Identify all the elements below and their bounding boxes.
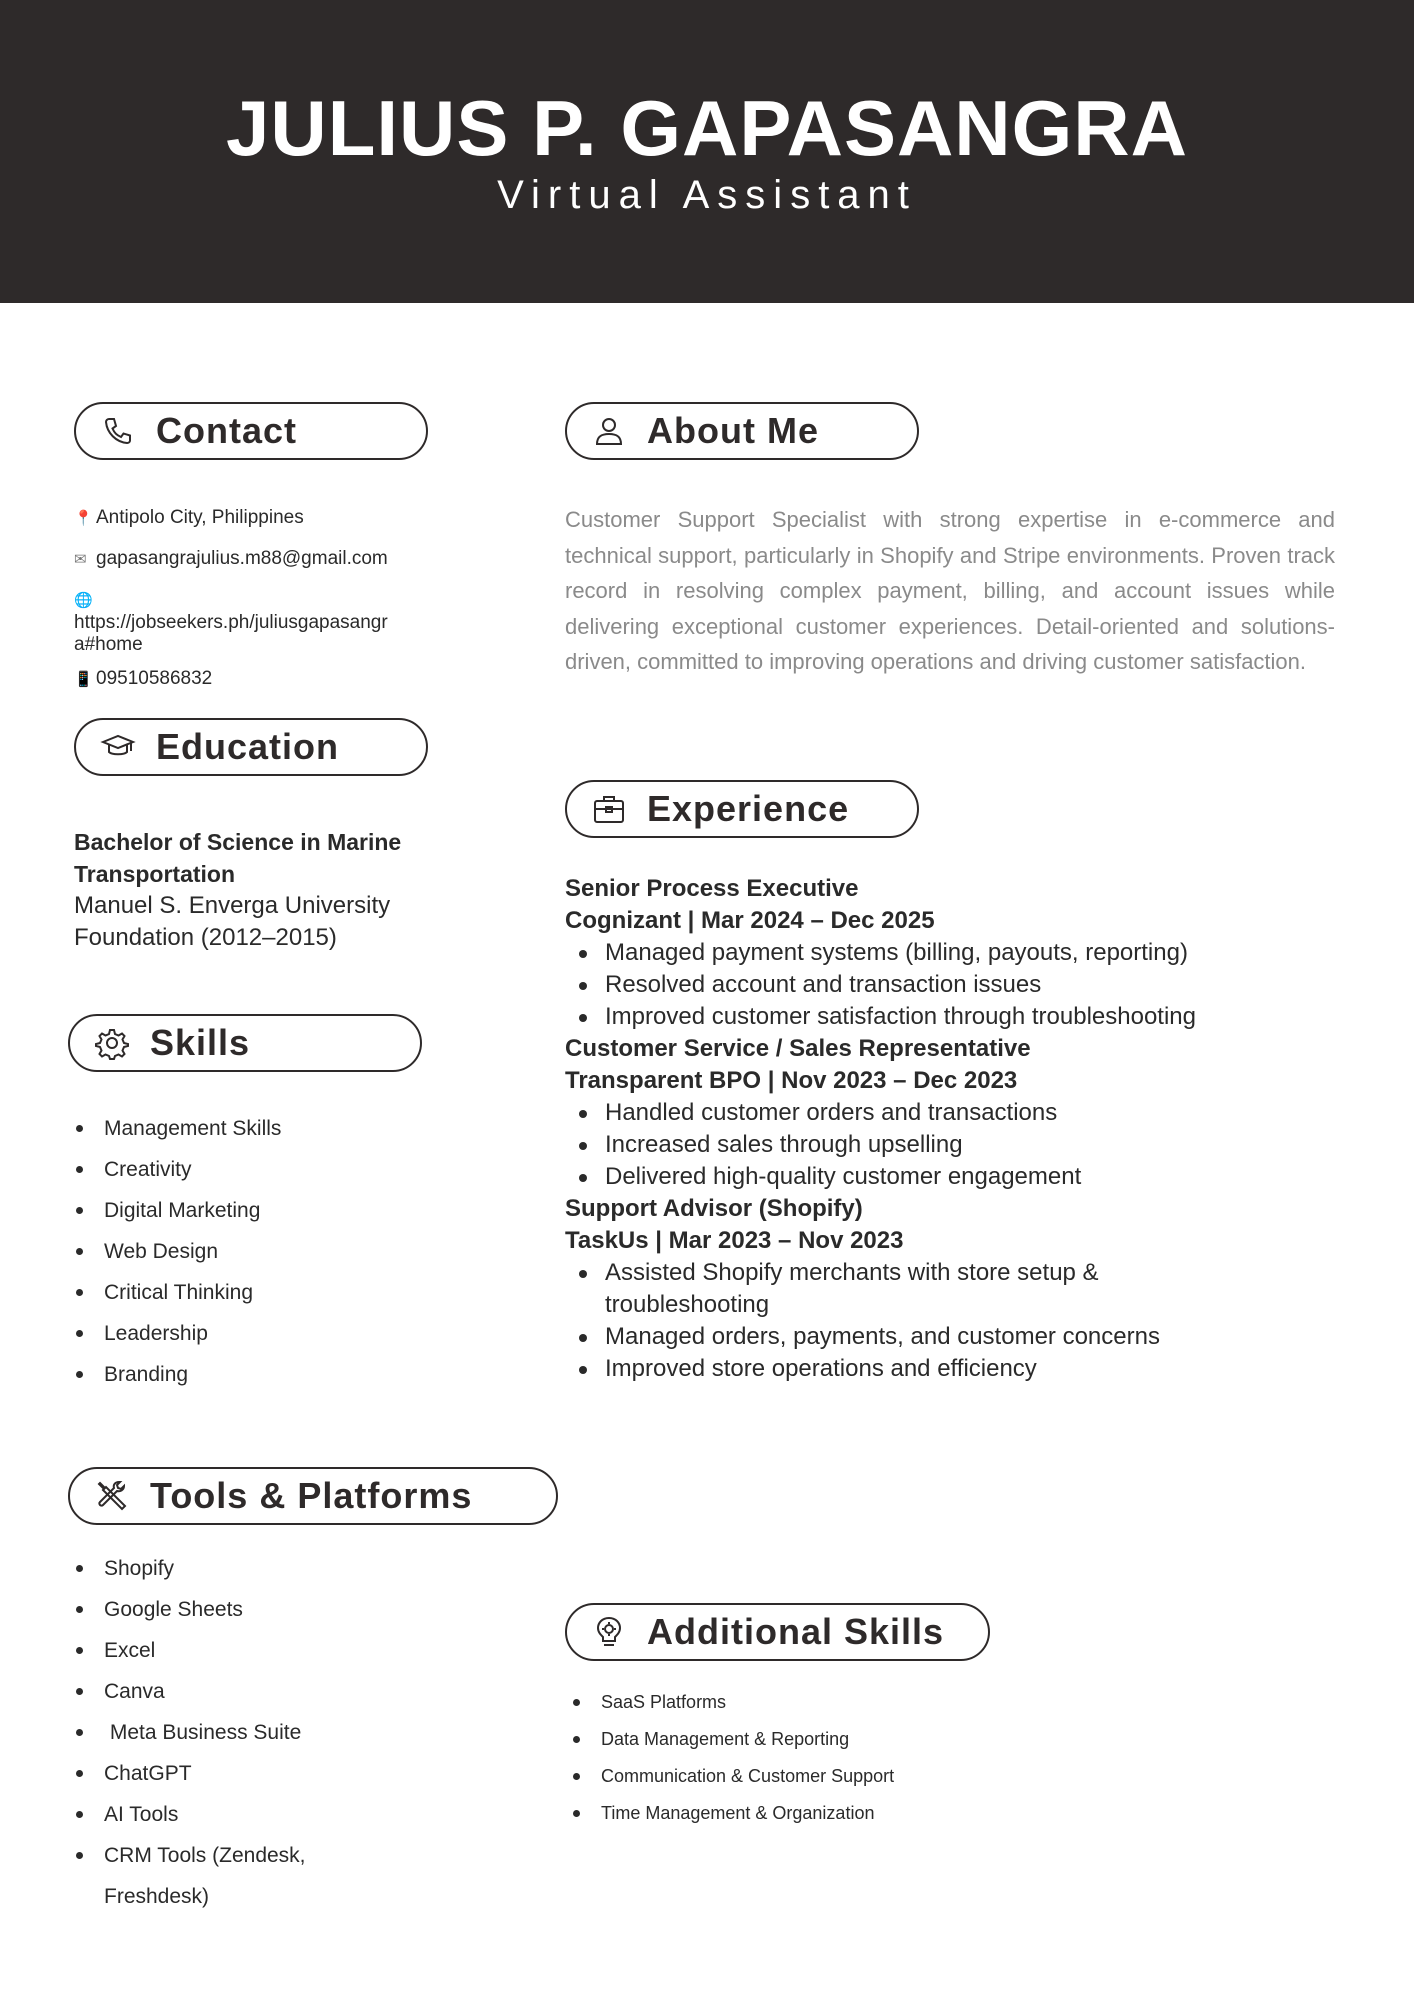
candidate-role: Virtual Assistant (497, 173, 917, 217)
contact-phone (74, 668, 212, 691)
tools-icon (94, 1478, 130, 1514)
list-item: Delivered high-quality customer engagement (565, 1161, 1325, 1193)
education-section-heading (74, 718, 428, 776)
list-item: Data Management & Reporting (571, 1721, 894, 1758)
list-item: Improved store operations and efficiency (565, 1353, 1185, 1385)
job-company: Cognizant | Mar 2024 – Dec 2025 (565, 907, 935, 934)
graduation-cap-icon (100, 729, 136, 765)
skills-list (74, 1108, 281, 1395)
list-item: AI Tools (74, 1794, 374, 1835)
list-item: Digital Marketing (74, 1190, 281, 1231)
briefcase-icon (591, 791, 627, 827)
job-title: Senior Process Executive (565, 875, 859, 902)
job-bullets (565, 1257, 1185, 1385)
list-item: Google Sheets (74, 1589, 374, 1630)
list-item: ChatGPT (74, 1753, 374, 1794)
education-degree: Bachelor of Science in Marine Transportation (74, 829, 402, 887)
experience-entry (565, 1033, 1325, 1193)
job-bullets (565, 1097, 1325, 1193)
list-item: Creativity (74, 1149, 281, 1190)
list-item: SaaS Platforms (571, 1684, 894, 1721)
email-text[interactable]: gapasangrajulius.m88@gmail.com (96, 548, 388, 569)
job-title: Support Advisor (Shopify) (565, 1195, 863, 1222)
section-title: Additional Skills (647, 1611, 945, 1652)
list-item: Excel (74, 1630, 374, 1671)
candidate-name: JULIUS P. GAPASANGRA (226, 84, 1188, 172)
resume-header (0, 0, 1414, 303)
about-section-heading (565, 402, 919, 460)
contact-email[interactable] (74, 548, 388, 571)
list-item: Handled customer orders and transactions (565, 1097, 1325, 1129)
job-bullets (565, 937, 1325, 1033)
tools-section-heading (68, 1467, 558, 1525)
contact-location (74, 507, 304, 530)
about-paragraph: Customer Support Specialist with strong expertise in e-commerce and technical support, particularly in Shopify and Stripe environments. Proven track record in resolving complex payment, billing, and account issues while delivering exceptional customer experiences. Detail-oriented and solutions-driven, committed to improving operations and driving customer satisfaction. (565, 507, 1335, 674)
list-item: Management Skills (74, 1108, 281, 1149)
section-title: Tools & Platforms (150, 1475, 473, 1516)
list-item: Communication & Customer Support (571, 1758, 894, 1795)
user-icon (591, 413, 627, 449)
list-item: Resolved account and transaction issues (565, 969, 1325, 1001)
job-company: Transparent BPO | Nov 2023 – Dec 2023 (565, 1067, 1018, 1094)
list-item: Assisted Shopify merchants with store setup & troubleshooting (565, 1257, 1185, 1321)
list-item: Time Management & Organization (571, 1795, 894, 1832)
tools-list (74, 1548, 374, 1917)
additional-skills-section-heading (565, 1603, 990, 1661)
envelope-icon: ✉ (74, 551, 87, 568)
job-company: TaskUs | Mar 2023 – Nov 2023 (565, 1227, 904, 1254)
globe-icon: 🌐 (74, 592, 93, 609)
experience-list (565, 873, 1325, 1385)
section-title: About Me (647, 410, 819, 451)
list-item: Critical Thinking (74, 1272, 281, 1313)
location-text: Antipolo City, Philippines (96, 507, 304, 528)
lightbulb-gear-icon (591, 1614, 627, 1650)
gear-icon (94, 1025, 130, 1061)
contact-section-heading (74, 402, 428, 460)
list-item: Managed payment systems (billing, payouts, reporting) (565, 937, 1325, 969)
list-item: CRM Tools (Zendesk, Freshdesk) (74, 1835, 374, 1917)
phone-icon (100, 413, 136, 449)
experience-entry (565, 1193, 1325, 1385)
list-item: Canva (74, 1671, 374, 1712)
website-text-line2[interactable]: a#home (74, 634, 143, 655)
job-title: Customer Service / Sales Representative (565, 1035, 1031, 1062)
education-school: Manuel S. Enverga University Foundation (2012–2015) (74, 892, 391, 951)
list-item: Increased sales through upselling (565, 1129, 1325, 1161)
list-item: Improved customer satisfaction through troubleshooting (565, 1001, 1325, 1033)
list-item: Branding (74, 1354, 281, 1395)
experience-section-heading (565, 780, 919, 838)
experience-entry (565, 873, 1325, 1033)
section-title: Skills (150, 1022, 251, 1063)
mobile-phone-icon: 📱 (74, 671, 93, 688)
list-item: Shopify (74, 1548, 374, 1589)
website-text-line1[interactable]: https://jobseekers.ph/juliusgapasangr (74, 612, 388, 633)
list-item: Managed orders, payments, and customer concerns (565, 1321, 1325, 1353)
section-title: Education (156, 726, 340, 767)
section-title: Contact (156, 410, 297, 451)
skills-section-heading (68, 1014, 422, 1072)
list-item: Web Design (74, 1231, 281, 1272)
location-pin-icon: 📍 (74, 510, 93, 527)
list-item: Leadership (74, 1313, 281, 1354)
contact-website[interactable] (74, 589, 454, 656)
section-title: Experience (647, 788, 850, 829)
additional-skills-list (571, 1684, 894, 1832)
list-item: Meta Business Suite (74, 1712, 374, 1753)
phone-text: 09510586832 (96, 668, 213, 689)
